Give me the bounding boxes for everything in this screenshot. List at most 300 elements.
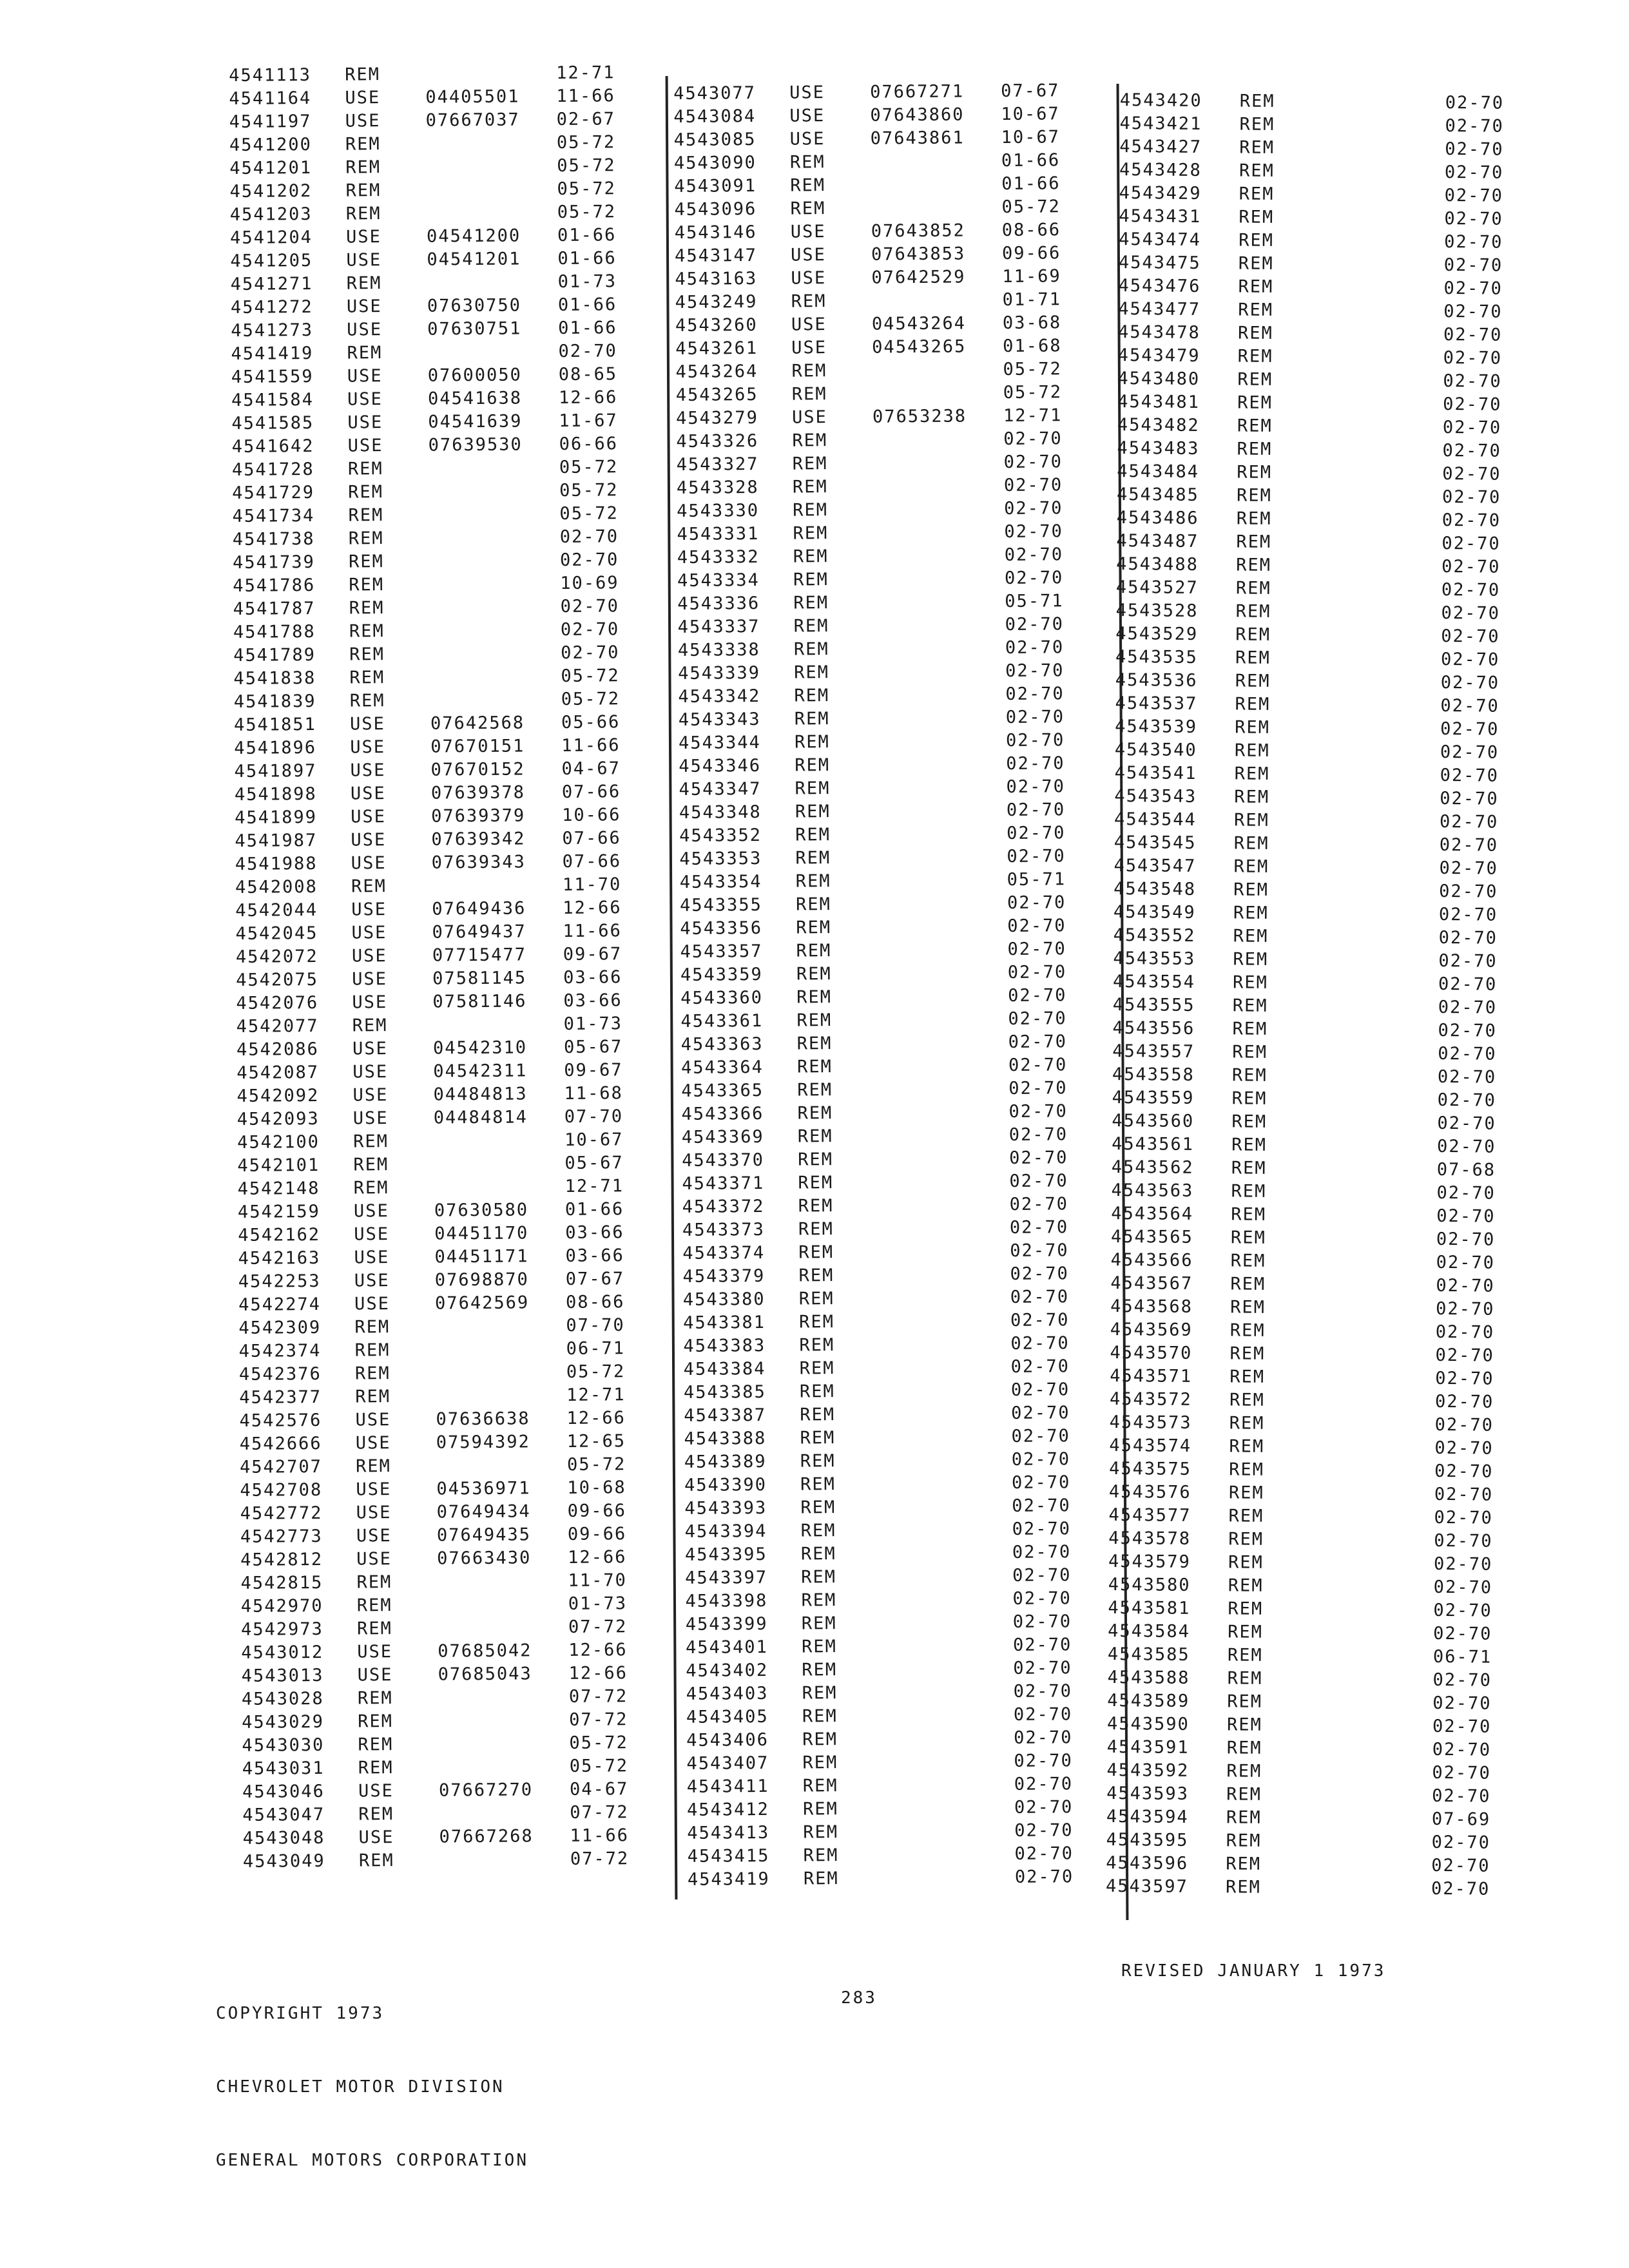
date-code: 12-65 (566, 1431, 626, 1452)
action-code: USE (791, 314, 827, 335)
action-code: REM (348, 482, 384, 503)
part-number: 4543361 (680, 1010, 764, 1032)
part-number: 4543046 (242, 1781, 325, 1802)
part-number: 4541899 (235, 807, 318, 828)
list-item (231, 386, 644, 412)
date-code: 02-70 (1444, 162, 1504, 183)
date-code: 10-69 (560, 573, 619, 593)
replacement-part-number: 07639378 (430, 782, 526, 803)
action-code: REM (791, 384, 827, 405)
replacement-part-number: 07643852 (871, 220, 965, 242)
replacement-part-number: 07649436 (432, 898, 526, 919)
action-code: REM (1231, 1204, 1267, 1225)
part-number: 4543384 (683, 1358, 766, 1379)
part-number: 4541113 (229, 64, 312, 86)
action-code: REM (1231, 1065, 1268, 1086)
part-number: 4543557 (1112, 1041, 1195, 1062)
list-item (677, 450, 1095, 477)
list-item (675, 242, 1094, 268)
date-code: 07-68 (1436, 1159, 1496, 1180)
list-item (1116, 530, 1538, 556)
date-code: 09-66 (567, 1501, 627, 1521)
action-code: REM (1228, 1622, 1264, 1642)
part-number: 4543592 (1106, 1760, 1190, 1781)
date-code: 02-70 (1009, 1148, 1068, 1168)
part-number: 4543574 (1109, 1435, 1192, 1456)
action-code: REM (800, 1405, 836, 1425)
part-number: 4543338 (677, 639, 760, 660)
action-code: REM (358, 1758, 394, 1778)
action-code: USE (347, 412, 383, 433)
action-code: REM (345, 64, 381, 85)
action-code: USE (347, 436, 383, 456)
date-code: 02-70 (1003, 428, 1063, 449)
part-number: 4541734 (232, 505, 315, 526)
part-number: 4541898 (234, 783, 317, 805)
action-code: REM (803, 1822, 839, 1843)
list-item (675, 288, 1094, 314)
date-code: 02-70 (1443, 255, 1503, 276)
action-code: REM (793, 593, 829, 613)
part-number: 4543347 (679, 778, 762, 800)
part-number: 4543594 (1106, 1806, 1189, 1827)
part-number: 4542076 (236, 992, 319, 1014)
date-code: 02-70 (1438, 1043, 1497, 1064)
date-code: 02-70 (1439, 881, 1498, 902)
action-code: REM (1229, 1390, 1265, 1410)
list-item (239, 1383, 651, 1410)
list-item (1112, 1040, 1534, 1066)
action-code: REM (1233, 949, 1269, 970)
date-code: 02-70 (1440, 695, 1499, 716)
action-code: REM (1236, 555, 1272, 575)
list-item (685, 1587, 1104, 1613)
date-code: 07-66 (562, 828, 621, 849)
date-code: 02-70 (1011, 1472, 1071, 1493)
action-code: REM (348, 505, 384, 526)
action-code: REM (1239, 160, 1275, 181)
part-number: 4543589 (1107, 1690, 1190, 1711)
part-number: 4543343 (678, 709, 761, 730)
date-code: 01-66 (557, 225, 617, 246)
part-number: 4542163 (238, 1247, 321, 1269)
list-item (682, 1239, 1101, 1265)
date-code: 02-70 (1008, 1124, 1068, 1145)
part-number: 4542666 (239, 1433, 322, 1454)
date-code: 02-70 (1005, 684, 1065, 704)
replacement-part-number: 07685043 (438, 1664, 532, 1685)
action-code: REM (1229, 1367, 1266, 1387)
list-item (231, 293, 643, 320)
part-number: 4543383 (683, 1335, 766, 1356)
list-item (1116, 576, 1538, 602)
date-code: 02-70 (1445, 139, 1504, 160)
list-item (239, 1360, 651, 1387)
date-code: 02-70 (1434, 1437, 1494, 1459)
list-item (233, 595, 646, 621)
list-item (235, 827, 647, 853)
part-number: 4543163 (675, 268, 758, 289)
part-number: 4543539 (1115, 716, 1198, 737)
action-code: REM (1235, 671, 1271, 691)
part-number: 4543365 (681, 1080, 764, 1101)
date-code: 02-70 (1444, 208, 1503, 229)
part-number: 4543360 (680, 987, 764, 1008)
action-code: REM (348, 528, 384, 549)
copyright-line: COPYRIGHT 1973 (216, 2004, 385, 2023)
part-number: 4541201 (229, 157, 313, 178)
action-code: REM (1239, 184, 1275, 204)
list-item (1112, 1063, 1534, 1090)
date-code: 04-67 (569, 1779, 629, 1800)
action-code: REM (797, 1080, 833, 1100)
part-number: 4542086 (236, 1039, 319, 1060)
action-code: REM (1227, 1668, 1263, 1689)
list-item (680, 891, 1099, 918)
list-item (684, 1425, 1103, 1451)
date-code: 02-70 (1439, 858, 1498, 879)
list-item (1117, 390, 1539, 417)
action-code: REM (800, 1451, 836, 1472)
action-code: REM (353, 1131, 389, 1152)
action-code: REM (793, 616, 829, 637)
list-item (1108, 1527, 1530, 1553)
list-item (234, 687, 646, 714)
part-number: 4543427 (1119, 136, 1202, 158)
date-code: 10-67 (1001, 127, 1061, 148)
replacement-part-number: 07639379 (431, 805, 526, 827)
list-item (682, 1216, 1101, 1242)
part-number: 4543488 (1116, 553, 1199, 575)
list-item (233, 525, 645, 552)
list-item (682, 1146, 1101, 1173)
list-item (683, 1285, 1102, 1312)
action-code: REM (793, 546, 829, 567)
part-number: 4543393 (684, 1497, 767, 1519)
date-code: 07-70 (566, 1315, 625, 1336)
list-item (240, 1430, 652, 1456)
part-number: 4543478 (1117, 322, 1200, 343)
date-code: 10-68 (567, 1477, 626, 1498)
list-item (1115, 622, 1537, 649)
part-number: 4543031 (242, 1758, 325, 1779)
action-code: REM (1226, 1738, 1262, 1758)
list-item (679, 822, 1098, 848)
date-code: 02-70 (1431, 1832, 1491, 1853)
date-code: 02-70 (1440, 788, 1499, 809)
list-item (684, 1471, 1103, 1497)
list-item (229, 108, 642, 134)
list-item (1106, 1875, 1528, 1901)
action-code: REM (345, 180, 381, 201)
list-item (235, 873, 648, 899)
list-item (235, 919, 648, 946)
list-item (230, 200, 642, 227)
list-item (1118, 344, 1540, 370)
date-code: 02-70 (1007, 892, 1066, 913)
part-number: 4542093 (236, 1108, 320, 1129)
date-code: 02-70 (1005, 614, 1065, 635)
list-item (1112, 1017, 1534, 1043)
action-code: REM (1228, 1599, 1264, 1619)
list-item (1112, 1156, 1534, 1182)
list-item (1118, 298, 1540, 324)
date-code: 02-70 (1432, 1739, 1492, 1760)
date-code: 02-70 (1008, 985, 1067, 1006)
list-item (687, 1842, 1106, 1869)
action-code: REM (793, 570, 829, 590)
date-code: 05-72 (561, 689, 621, 709)
list-item (238, 1175, 650, 1201)
part-number: 4541987 (235, 830, 318, 851)
list-item (1119, 205, 1541, 231)
list-item (679, 752, 1097, 778)
date-code: 01-71 (1002, 289, 1062, 310)
action-code: REM (795, 848, 831, 869)
list-item (229, 154, 642, 180)
list-item (1115, 762, 1537, 788)
date-code: 05-72 (1001, 197, 1061, 218)
date-code: 02-70 (1014, 1727, 1073, 1748)
list-item (683, 1309, 1102, 1335)
list-item (682, 1169, 1101, 1196)
date-code: 02-70 (1010, 1379, 1070, 1400)
date-code: 02-70 (1008, 1101, 1068, 1122)
date-code: 02-70 (1440, 742, 1499, 763)
action-code: REM (1233, 903, 1269, 923)
action-code: REM (798, 1312, 835, 1332)
action-code: USE (345, 88, 381, 108)
action-code: REM (345, 204, 381, 224)
action-code: REM (802, 1776, 838, 1796)
list-item (1110, 1341, 1532, 1368)
list-item (677, 520, 1095, 546)
part-number: 4543048 (242, 1827, 325, 1849)
action-code: REM (356, 1595, 392, 1616)
list-item (1119, 135, 1541, 162)
date-code: 02-70 (1432, 1669, 1492, 1691)
list-item (681, 1030, 1100, 1057)
list-item (238, 1244, 650, 1271)
list-item (675, 358, 1094, 384)
part-number: 4542812 (240, 1549, 323, 1570)
date-code: 02-70 (1443, 347, 1503, 369)
date-code: 02-70 (1012, 1635, 1072, 1655)
date-code: 02-70 (1441, 486, 1501, 508)
action-code: REM (796, 1057, 833, 1077)
copyright-block (216, 1952, 528, 2197)
date-code: 07-67 (565, 1269, 625, 1289)
action-code: REM (354, 1340, 390, 1361)
list-item (1113, 970, 1535, 997)
part-number: 4543529 (1115, 623, 1199, 644)
action-code: USE (789, 106, 825, 126)
replacement-part-number: 07685042 (438, 1640, 532, 1662)
action-code: REM (1231, 1111, 1268, 1132)
part-number: 4543261 (675, 338, 758, 359)
date-code: 05-72 (566, 1361, 626, 1382)
date-code: 02-70 (1014, 1797, 1074, 1818)
action-code: REM (1238, 300, 1274, 320)
part-number: 4541788 (233, 621, 316, 642)
action-code: REM (1233, 810, 1269, 831)
part-number: 4543575 (1109, 1458, 1192, 1479)
date-code: 02-70 (1005, 730, 1065, 751)
part-number: 4543568 (1110, 1296, 1193, 1317)
list-item (242, 1731, 654, 1758)
action-code: REM (1238, 276, 1274, 297)
action-code: USE (353, 1201, 389, 1222)
list-item (1119, 112, 1541, 139)
action-code: REM (798, 1289, 834, 1309)
date-code: 07-72 (568, 1686, 628, 1707)
date-code: 04-67 (561, 758, 621, 779)
list-item (675, 218, 1094, 245)
list-item (1117, 437, 1539, 463)
date-code: 02-70 (1010, 1264, 1069, 1284)
list-item (685, 1517, 1104, 1544)
date-code: 02-70 (1436, 1252, 1496, 1273)
action-code: REM (1234, 764, 1270, 784)
action-code: REM (1229, 1459, 1265, 1480)
action-code: USE (346, 296, 382, 317)
part-number: 4543260 (675, 314, 758, 336)
list-item (233, 664, 646, 691)
date-code: 02-70 (1431, 1878, 1490, 1899)
part-number: 4543379 (682, 1265, 766, 1287)
action-code: USE (789, 129, 825, 149)
action-code: REM (1226, 1807, 1262, 1828)
list-item (686, 1680, 1105, 1706)
action-code: REM (1237, 323, 1273, 343)
action-code: REM (1225, 1877, 1261, 1898)
action-code: REM (349, 668, 385, 688)
list-item (1111, 1179, 1533, 1206)
date-code: 02-70 (1441, 579, 1501, 601)
list-item (1108, 1620, 1530, 1646)
list-item (682, 1262, 1101, 1289)
list-item (674, 195, 1093, 222)
list-item (234, 734, 646, 760)
list-item (684, 1378, 1103, 1405)
parts-column-1 (229, 61, 655, 1874)
action-code: REM (351, 876, 387, 897)
part-number: 4543482 (1117, 414, 1200, 436)
part-number: 4543389 (684, 1451, 767, 1472)
action-code: REM (1233, 833, 1269, 854)
list-item (229, 131, 642, 157)
replacement-part-number: 07639342 (431, 829, 526, 850)
action-code: REM (790, 175, 826, 196)
part-number: 4543541 (1114, 762, 1197, 783)
part-number: 4542708 (240, 1479, 323, 1501)
date-code: 02-70 (1007, 962, 1067, 983)
action-code: REM (1226, 1831, 1262, 1851)
part-number: 4543567 (1110, 1273, 1193, 1294)
date-code: 12-71 (564, 1176, 624, 1196)
date-code: 12-71 (556, 62, 615, 84)
list-item (243, 1847, 655, 1874)
action-code: USE (351, 946, 387, 966)
date-code: 02-70 (1432, 1762, 1491, 1783)
date-code: 02-70 (1005, 707, 1065, 727)
part-number: 4543405 (686, 1706, 769, 1727)
date-code: 11-66 (570, 1825, 630, 1846)
part-number: 4541585 (231, 412, 314, 434)
date-code: 01-66 (564, 1199, 624, 1220)
part-number: 4543388 (684, 1428, 767, 1449)
list-item (242, 1824, 655, 1850)
action-code: REM (1237, 369, 1273, 390)
date-code: 02-70 (1437, 1066, 1497, 1088)
date-code: 02-70 (559, 550, 619, 570)
date-code: 12-66 (558, 387, 618, 408)
list-item (1113, 947, 1535, 974)
part-number: 4543356 (680, 918, 763, 939)
part-number: 4541896 (234, 737, 317, 758)
action-code: REM (349, 691, 385, 711)
list-item (1115, 646, 1537, 672)
date-code: 03-68 (1002, 312, 1062, 333)
part-number: 4543527 (1115, 577, 1199, 598)
action-code: USE (791, 338, 827, 358)
replacement-part-number: 04541639 (428, 411, 523, 432)
part-number: 4543561 (1112, 1133, 1195, 1155)
part-number: 4541200 (229, 134, 312, 155)
date-code: 02-70 (1440, 718, 1499, 740)
part-number: 4541164 (229, 88, 312, 109)
action-code: REM (1235, 694, 1271, 715)
list-item (1106, 1829, 1528, 1855)
action-code: REM (794, 709, 830, 729)
date-code: 02-70 (1433, 1600, 1492, 1621)
part-number: 4543572 (1109, 1389, 1192, 1410)
list-item (685, 1541, 1104, 1567)
date-code: 05-72 (559, 503, 619, 524)
date-code: 11-70 (562, 874, 622, 895)
date-code: 02-70 (1007, 823, 1066, 843)
part-number: 4543146 (674, 222, 757, 243)
action-code: REM (357, 1688, 393, 1709)
date-code: 02-70 (1004, 498, 1063, 519)
list-item (679, 798, 1098, 825)
action-code: USE (790, 245, 827, 265)
part-number: 4541728 (231, 459, 314, 480)
part-number: 4543559 (1112, 1087, 1195, 1108)
list-item (233, 641, 646, 668)
part-number: 4543337 (677, 616, 760, 637)
part-number: 4543596 (1106, 1852, 1189, 1874)
replacement-part-number: 04542310 (432, 1037, 528, 1059)
list-item (233, 572, 645, 598)
action-code: USE (790, 222, 826, 242)
list-item (238, 1291, 651, 1317)
list-item (678, 613, 1097, 639)
action-code: REM (798, 1173, 834, 1193)
part-number: 4542772 (240, 1503, 323, 1524)
part-number: 4543588 (1107, 1667, 1190, 1688)
action-code: REM (1228, 1483, 1264, 1503)
date-code: 02-70 (1006, 776, 1066, 797)
list-item (1113, 878, 1536, 904)
parts-column-3 (1106, 89, 1542, 1901)
action-code: REM (1237, 346, 1273, 367)
list-item (680, 914, 1099, 941)
date-code: 05-72 (569, 1733, 628, 1753)
division-line: CHEVROLET MOTOR DIVISION (216, 2077, 505, 2097)
date-code: 01-73 (557, 271, 617, 292)
part-number: 4542092 (236, 1085, 320, 1106)
